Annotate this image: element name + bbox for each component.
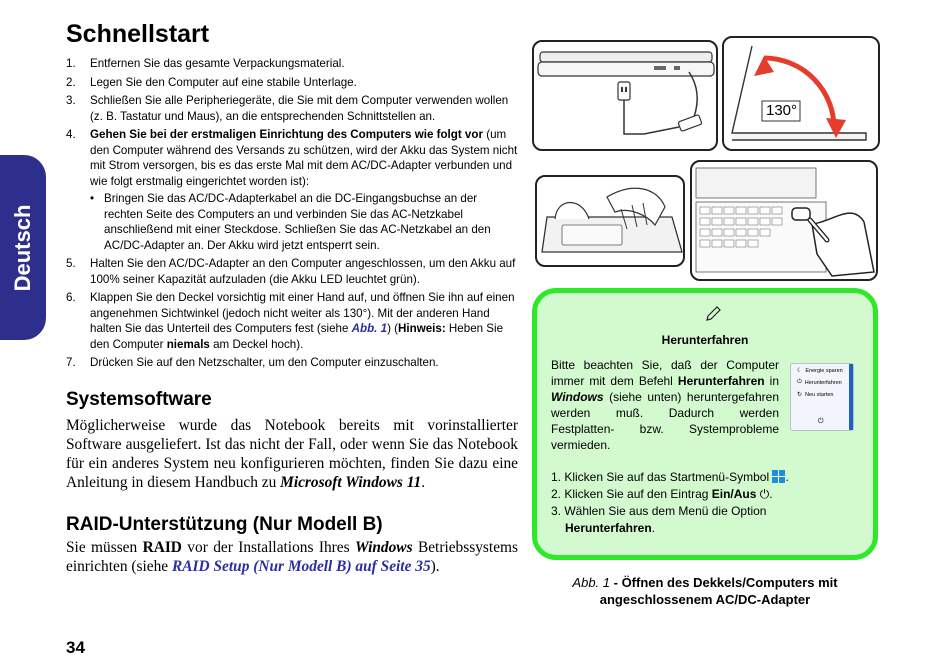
list-item — [66, 256, 518, 287]
step-number: 1. — [66, 57, 76, 70]
step-text: Legen Sie den Computer auf eine stabile Unterlage. — [90, 75, 357, 89]
note-title: Herunterfahren — [661, 333, 749, 347]
list-item — [66, 56, 518, 72]
hands-opening-drawing — [537, 177, 685, 267]
step-text: Schließen Sie alle Peripheriegeräte, die Sie mit dem Computer verwenden wollen (z. B. Tastatur und Maus), an die entsprechenden Schnittstellen an. — [90, 94, 509, 123]
list-item — [551, 486, 871, 503]
step-text: ) ( — [387, 322, 399, 335]
step-text: Drücken Sie auf den Netzschalter, um den Computer einzuschalten. — [90, 356, 439, 369]
raid-paragraph — [66, 538, 518, 576]
paragraph-text: ). — [430, 557, 440, 575]
power-icon: ⏻ — [759, 487, 770, 501]
list-item — [66, 75, 518, 91]
menu-accent-bar — [849, 364, 853, 430]
note-text: Bitte beachten Sie, daß der Computer immer mit dem Befehl — [551, 358, 779, 388]
menu-item-sleep[interactable] — [791, 364, 853, 376]
step-text: . — [651, 521, 656, 535]
emphasis-text: niemals — [166, 337, 210, 351]
sub-list-item — [90, 191, 518, 253]
step-number: 6. — [66, 291, 76, 304]
note-label: Hinweis: — [398, 322, 446, 335]
emphasis-text: RAID — [142, 538, 182, 556]
illustration-lid-angle — [722, 36, 880, 151]
list-item — [66, 127, 518, 253]
step-text: (um den Computer während des Versands zu schützen, wird der Akku das System nicht mit Strom versorgen, bis es das erste Mal mit dem AC/DC-Adapter verbunden und wie folgt erstmalig eingerichtet worden ist): — [90, 128, 518, 188]
paragraph-text: Betriebssystems einrichten (siehe — [66, 538, 518, 575]
sub-item-text: Bringen Sie das AC/DC-Adapterkabel an die DC-Eingangsbuchse an der rechten Seite des Computers an und verbinden Sie das AC-Netzkabel anschließend mit einer Steckdose. Schließen Sie das AC-Netzkabel an den AC/DC-Adapter an. Der Akku wird jetzt entsperrt sein. — [104, 192, 491, 252]
paragraph-text: . — [421, 473, 426, 491]
power-icon: ⏻ — [797, 379, 802, 385]
step-number: 3. — [66, 94, 76, 107]
moon-icon: ☾ — [797, 368, 803, 374]
note-box — [532, 288, 878, 560]
paragraph-text: Sie müssen — [66, 538, 143, 556]
angle-label: 130° — [766, 102, 798, 119]
step-number: 2. — [66, 75, 76, 89]
illustration-power-button — [690, 160, 878, 281]
emphasis-text: Microsoft Windows 11 — [280, 473, 422, 491]
menu-item-restart[interactable] — [791, 388, 853, 400]
menu-item-label: Energie sparen — [805, 367, 843, 374]
step-bold-text: Ein/Aus — [711, 487, 757, 501]
shutdown-steps — [551, 469, 871, 537]
language-tab[interactable] — [0, 155, 46, 340]
step-number: 7. — [66, 356, 76, 369]
pencil-icon — [704, 305, 722, 323]
figure-link[interactable]: Abb. 1 — [351, 322, 388, 335]
emphasis-text: Windows — [354, 538, 413, 556]
windows-start-icon — [772, 470, 785, 483]
lid-angle-drawing — [724, 38, 880, 151]
list-item — [66, 355, 518, 371]
step-text: Heben Sie den Computer — [90, 322, 504, 351]
step-text: am Deckel hoch). — [209, 337, 304, 351]
section-heading-systemsoftware: Systemsoftware — [66, 388, 212, 410]
restart-icon: ↻ — [797, 392, 803, 398]
step-number: 5. — [66, 257, 76, 270]
note-text: in — [764, 374, 779, 388]
power-button-drawing — [692, 162, 878, 281]
note-emphasis-text: Windows — [551, 390, 604, 404]
raid-setup-link[interactable]: RAID Setup (Nur Modell B) auf Seite 35 — [171, 557, 431, 575]
menu-item-label: Neu starten — [805, 391, 834, 398]
bullet-icon: • — [90, 192, 95, 205]
main-column — [66, 20, 518, 576]
step-text: Halten Sie den AC/DC-Adapter an den Computer angeschlossen, um den Akku auf 100% seiner Kapazität aufzuladen (die Akku LED leuchtet grün). — [90, 257, 516, 286]
step-text: 3. Wählen Sie aus dem Menü die Option — [551, 504, 767, 518]
step-text: Klappen Sie den Deckel vorsichtig mit einer Hand auf, und öffnen Sie ihn auf einen angenehmen Sichtwinkel (jedoch nicht weiter als 130°). Mit der anderen Hand halten Sie das Unterteil des Computers fest (siehe — [90, 291, 515, 335]
step-number: 4. — [66, 128, 76, 141]
step-text: . — [785, 470, 789, 484]
step-text: 2. Klicken Sie auf den Eintrag — [551, 487, 712, 501]
step-bold-text: Gehen Sie bei der erstmaligen Einrichtung des Computers wie folgt vor — [90, 128, 483, 141]
note-bold-text: Herunterfahren — [677, 374, 765, 388]
figure-caption — [540, 574, 870, 608]
adapter-connection-drawing — [534, 42, 718, 151]
list-item — [66, 290, 518, 352]
paragraph-text: vor der Installations Ihres — [181, 538, 355, 556]
step-text: Entfernen Sie das gesamte Verpackungsmaterial. — [90, 57, 345, 70]
note-text: (siehe unten) heruntergefahren werden muß. Dadurch werden Festplatten- bzw. Systemprobleme vermieden. — [551, 390, 779, 452]
note-paragraph — [551, 357, 779, 453]
menu-item-shutdown[interactable] — [791, 376, 853, 388]
language-tab-label: Deutsch — [10, 204, 35, 291]
figure-label: Abb. 1 — [572, 575, 611, 590]
power-menu-screenshot — [790, 363, 854, 431]
page-title: Schnellstart — [66, 20, 210, 48]
caption-text: - Öffnen des Dekkels/Computers mit angeschlossenem AC/DC-Adapter — [599, 575, 838, 607]
step-bold-text: Herunterfahren — [565, 521, 652, 535]
quickstart-steps — [66, 56, 518, 371]
systemsoftware-paragraph — [66, 416, 518, 492]
step-text: 1. Klicken Sie auf das Startmenü-Symbol — [551, 470, 770, 484]
menu-item-label: Herunterfahren — [804, 379, 842, 386]
paragraph-text: Möglicherweise wurde das Notebook bereits mit vorinstallierter Software ausgeliefert. Ist das nicht der Fall, oder wenn Sie das Notebook für ein anderes System neu konfigurieren möchten, finden Sie dazu eine Anleitung in diesem Handbuch zu — [66, 416, 518, 491]
section-heading-raid: RAID-Unterstützung (Nur Modell B) — [66, 513, 383, 535]
list-item — [66, 93, 518, 124]
sub-list — [90, 191, 518, 253]
list-item — [551, 503, 871, 537]
illustration-adapter-connection — [532, 40, 718, 151]
page-number: 34 — [66, 638, 85, 657]
illustration-hands-opening — [535, 175, 685, 267]
step-text: . — [769, 487, 773, 501]
power-button-icon: ⏻ — [818, 418, 824, 425]
list-item — [551, 469, 871, 486]
